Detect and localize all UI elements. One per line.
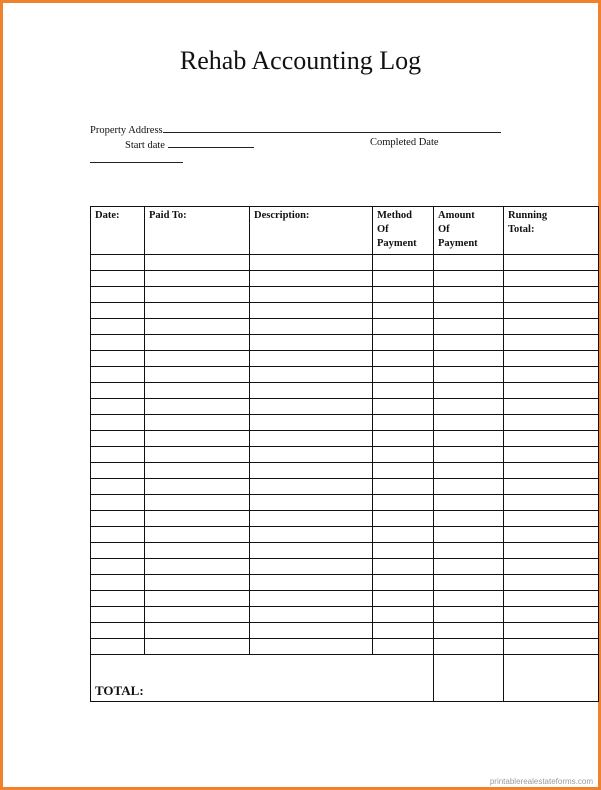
cell-date[interactable] — [91, 623, 145, 639]
cell-description[interactable] — [250, 271, 373, 287]
cell-method[interactable] — [373, 383, 434, 399]
cell-description[interactable] — [250, 399, 373, 415]
cell-paid_to[interactable] — [145, 335, 250, 351]
cell-method[interactable] — [373, 463, 434, 479]
cell-amount[interactable] — [434, 271, 504, 287]
table-row — [91, 271, 599, 287]
cell-description[interactable] — [250, 335, 373, 351]
cell-date[interactable] — [91, 287, 145, 303]
cell-date[interactable] — [91, 335, 145, 351]
cell-amount[interactable] — [434, 511, 504, 527]
table-row — [91, 319, 599, 335]
cell-description[interactable] — [250, 591, 373, 607]
cell-running[interactable] — [504, 559, 599, 575]
total-label: TOTAL: — [95, 683, 144, 698]
cell-running[interactable] — [504, 591, 599, 607]
cell-description[interactable] — [250, 511, 373, 527]
cell-description[interactable] — [250, 575, 373, 591]
cell-running[interactable] — [504, 287, 599, 303]
table-header-row — [91, 207, 599, 255]
cell-paid_to[interactable] — [145, 431, 250, 447]
cell-running[interactable] — [504, 335, 599, 351]
start-date-line[interactable] — [168, 137, 254, 148]
cell-amount[interactable] — [434, 591, 504, 607]
accounting-log-table — [90, 206, 599, 702]
cell-description[interactable] — [250, 415, 373, 431]
cell-running[interactable] — [504, 575, 599, 591]
cell-amount[interactable] — [434, 415, 504, 431]
table-row — [91, 543, 599, 559]
cell-method[interactable] — [373, 399, 434, 415]
cell-date[interactable] — [91, 527, 145, 543]
cell-method[interactable] — [373, 367, 434, 383]
cell-date[interactable] — [91, 415, 145, 431]
cell-paid_to[interactable] — [145, 399, 250, 415]
table-body — [91, 255, 599, 655]
cell-paid_to[interactable] — [145, 543, 250, 559]
property-address-label: Property Address — [90, 125, 163, 136]
cell-description[interactable] — [250, 607, 373, 623]
cell-description[interactable] — [250, 639, 373, 655]
cell-method[interactable] — [373, 527, 434, 543]
cell-paid_to[interactable] — [145, 415, 250, 431]
table-row — [91, 351, 599, 367]
cell-paid_to[interactable] — [145, 463, 250, 479]
cell-method[interactable] — [373, 639, 434, 655]
cell-amount[interactable] — [434, 383, 504, 399]
cell-paid_to[interactable] — [145, 383, 250, 399]
cell-method[interactable] — [373, 511, 434, 527]
cell-paid_to[interactable] — [145, 287, 250, 303]
table-row — [91, 463, 599, 479]
cell-paid_to[interactable] — [145, 495, 250, 511]
cell-amount[interactable] — [434, 623, 504, 639]
cell-date[interactable] — [91, 383, 145, 399]
cell-date[interactable] — [91, 399, 145, 415]
cell-method[interactable] — [373, 303, 434, 319]
cell-description[interactable] — [250, 431, 373, 447]
table-row — [91, 431, 599, 447]
cell-amount[interactable] — [434, 319, 504, 335]
start-date-field — [125, 137, 254, 151]
cell-amount[interactable] — [434, 639, 504, 655]
cell-amount[interactable] — [434, 367, 504, 383]
page-title: Rehab Accounting Log — [179, 46, 422, 75]
cell-description[interactable] — [250, 303, 373, 319]
property-address-line[interactable] — [163, 122, 501, 133]
total-amount-cell[interactable] — [434, 655, 504, 702]
cell-description[interactable] — [250, 543, 373, 559]
cell-method[interactable] — [373, 271, 434, 287]
cell-amount[interactable] — [434, 447, 504, 463]
cell-description[interactable] — [250, 383, 373, 399]
cell-method[interactable] — [373, 415, 434, 431]
cell-running[interactable] — [504, 415, 599, 431]
table-row — [91, 255, 599, 271]
cell-amount[interactable] — [434, 543, 504, 559]
cell-amount[interactable] — [434, 607, 504, 623]
completed-date-label: Completed Date — [370, 137, 439, 148]
column-header-method: Method Of Payment — [373, 207, 434, 255]
column-header-description: Description: — [250, 207, 373, 255]
cell-date[interactable] — [91, 463, 145, 479]
cell-running[interactable] — [504, 271, 599, 287]
cell-method[interactable] — [373, 351, 434, 367]
cell-paid_to[interactable] — [145, 367, 250, 383]
cell-paid_to[interactable] — [145, 559, 250, 575]
column-header-amount: Amount Of Payment — [434, 207, 504, 255]
cell-paid_to[interactable] — [145, 591, 250, 607]
cell-method[interactable] — [373, 591, 434, 607]
total-row — [91, 655, 599, 702]
cell-date[interactable] — [91, 559, 145, 575]
cell-method[interactable] — [373, 607, 434, 623]
cell-paid_to[interactable] — [145, 623, 250, 639]
column-header-date: Date: — [91, 207, 145, 255]
cell-description[interactable] — [250, 351, 373, 367]
cell-amount[interactable] — [434, 463, 504, 479]
cell-paid_to[interactable] — [145, 607, 250, 623]
cell-running[interactable] — [504, 607, 599, 623]
table-row — [91, 447, 599, 463]
cell-running[interactable] — [504, 367, 599, 383]
cell-running[interactable] — [504, 527, 599, 543]
total-running-cell[interactable] — [504, 655, 599, 702]
cell-amount[interactable] — [434, 287, 504, 303]
cell-running[interactable] — [504, 623, 599, 639]
cell-method[interactable] — [373, 559, 434, 575]
start-date-label: Start date — [125, 140, 165, 151]
cell-description[interactable] — [250, 479, 373, 495]
cell-method[interactable] — [373, 543, 434, 559]
cell-description[interactable] — [250, 319, 373, 335]
table-row — [91, 591, 599, 607]
cell-paid_to[interactable] — [145, 447, 250, 463]
table-row — [91, 559, 599, 575]
column-header-paid-to: Paid To: — [145, 207, 250, 255]
cell-date[interactable] — [91, 303, 145, 319]
cell-method[interactable] — [373, 255, 434, 271]
cell-date[interactable] — [91, 591, 145, 607]
cell-paid_to[interactable] — [145, 255, 250, 271]
table-row — [91, 399, 599, 415]
cell-date[interactable] — [91, 607, 145, 623]
cell-running[interactable] — [504, 511, 599, 527]
cell-paid_to[interactable] — [145, 639, 250, 655]
cell-description[interactable] — [250, 447, 373, 463]
total-label-cell — [91, 655, 434, 702]
cell-method[interactable] — [373, 335, 434, 351]
cell-running[interactable] — [504, 463, 599, 479]
cell-running[interactable] — [504, 383, 599, 399]
cell-running[interactable] — [504, 303, 599, 319]
column-header-running-total: Running Total: — [504, 207, 599, 255]
cell-description[interactable] — [250, 255, 373, 271]
table-row — [91, 511, 599, 527]
cell-date[interactable] — [91, 575, 145, 591]
cell-amount[interactable] — [434, 559, 504, 575]
cell-method[interactable] — [373, 623, 434, 639]
cell-date[interactable] — [91, 495, 145, 511]
cell-date[interactable] — [91, 447, 145, 463]
cell-description[interactable] — [250, 367, 373, 383]
cell-running[interactable] — [504, 431, 599, 447]
cell-method[interactable] — [373, 319, 434, 335]
table-row — [91, 479, 599, 495]
cell-amount[interactable] — [434, 431, 504, 447]
cell-method[interactable] — [373, 495, 434, 511]
cell-paid_to[interactable] — [145, 303, 250, 319]
property-address-field — [90, 122, 501, 136]
cell-running[interactable] — [504, 543, 599, 559]
cell-running[interactable] — [504, 479, 599, 495]
cell-method[interactable] — [373, 575, 434, 591]
completed-date-line[interactable] — [90, 152, 183, 163]
cell-description[interactable] — [250, 623, 373, 639]
cell-date[interactable] — [91, 351, 145, 367]
cell-amount[interactable] — [434, 335, 504, 351]
cell-description[interactable] — [250, 463, 373, 479]
cell-description[interactable] — [250, 527, 373, 543]
cell-description[interactable] — [250, 287, 373, 303]
table-row — [91, 527, 599, 543]
cell-amount[interactable] — [434, 527, 504, 543]
cell-paid_to[interactable] — [145, 511, 250, 527]
cell-description[interactable] — [250, 495, 373, 511]
cell-amount[interactable] — [434, 495, 504, 511]
table-row — [91, 383, 599, 399]
cell-amount[interactable] — [434, 399, 504, 415]
cell-date[interactable] — [91, 511, 145, 527]
cell-date[interactable] — [91, 255, 145, 271]
cell-date[interactable] — [91, 319, 145, 335]
table-row — [91, 607, 599, 623]
cell-date[interactable] — [91, 431, 145, 447]
cell-amount[interactable] — [434, 351, 504, 367]
cell-paid_to[interactable] — [145, 527, 250, 543]
table-row — [91, 303, 599, 319]
cell-date[interactable] — [91, 479, 145, 495]
cell-paid_to[interactable] — [145, 271, 250, 287]
cell-method[interactable] — [373, 479, 434, 495]
cell-paid_to[interactable] — [145, 575, 250, 591]
table-row — [91, 367, 599, 383]
footer-watermark: printablerealestateforms.com — [489, 777, 593, 786]
cell-date[interactable] — [91, 367, 145, 383]
cell-method[interactable] — [373, 447, 434, 463]
table-row — [91, 335, 599, 351]
cell-running[interactable] — [504, 495, 599, 511]
cell-running[interactable] — [504, 255, 599, 271]
table-row — [91, 623, 599, 639]
cell-date[interactable] — [91, 639, 145, 655]
cell-description[interactable] — [250, 559, 373, 575]
cell-date[interactable] — [91, 271, 145, 287]
cell-paid_to[interactable] — [145, 479, 250, 495]
table-row — [91, 287, 599, 303]
cell-method[interactable] — [373, 431, 434, 447]
completed-date-line-field — [90, 152, 183, 166]
cell-running[interactable] — [504, 399, 599, 415]
completed-date-field — [370, 137, 439, 148]
cell-running[interactable] — [504, 447, 599, 463]
cell-paid_to[interactable] — [145, 351, 250, 367]
cell-running[interactable] — [504, 639, 599, 655]
cell-running[interactable] — [504, 319, 599, 335]
table-row — [91, 575, 599, 591]
cell-amount[interactable] — [434, 255, 504, 271]
cell-amount[interactable] — [434, 303, 504, 319]
cell-method[interactable] — [373, 287, 434, 303]
table-row — [91, 495, 599, 511]
cell-date[interactable] — [91, 543, 145, 559]
table-row — [91, 639, 599, 655]
table-row — [91, 415, 599, 431]
cell-amount[interactable] — [434, 479, 504, 495]
cell-amount[interactable] — [434, 575, 504, 591]
cell-running[interactable] — [504, 351, 599, 367]
cell-paid_to[interactable] — [145, 319, 250, 335]
